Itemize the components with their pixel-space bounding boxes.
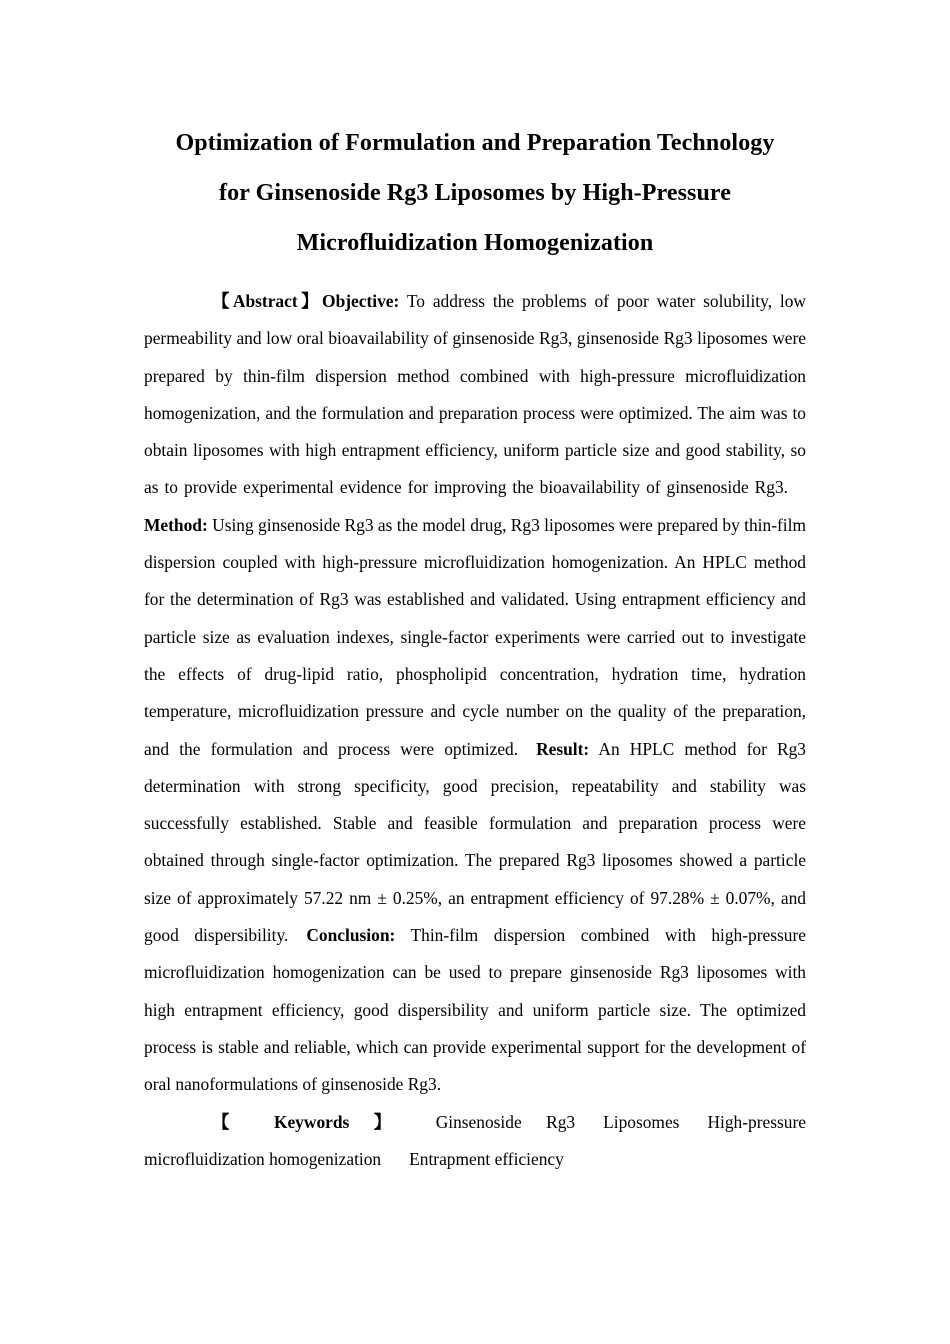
objective-text: To address the problems of poor water solubility, low permeability and low oral bioavailability of ginsenoside Rg3, ginsenoside Rg3 liposomes were prepared by thin-film dispersion method combined with high-pressure microfluidization homogenization, and the formulation and preparation process were optimized. The aim was to obtain liposomes with high entrapment efficiency, uniform particle size and good stability, so as to provide experimental evidence for improving the bioavailability of ginsenoside Rg3. bbox=[144, 291, 806, 498]
abstract-paragraph bbox=[144, 283, 806, 1104]
abstract-label: 【Abstract】 bbox=[212, 291, 323, 311]
conclusion-text: Thin-film dispersion combined with high-pressure microfluidization homogenization can be used to prepare ginsenoside Rg3 liposomes with high entrapment efficiency, good dispersibility and uniform particle size. The optimized process is stable and reliable, which can provide experimental support for the development of oral nanoformulations of ginsenoside Rg3. bbox=[144, 925, 806, 1095]
conclusion-label: Conclusion: bbox=[306, 925, 396, 946]
title-line-2: for Ginsenoside Rg3 Liposomes by High-Pressure bbox=[219, 180, 731, 206]
objective-label: Objective: bbox=[322, 291, 400, 311]
title-line-1: Optimization of Formulation and Preparation Technology bbox=[175, 130, 775, 156]
method-text: Using ginsenoside Rg3 as the model drug, Rg3 liposomes were prepared by thin-film dispersion coupled with high-pressure microfluidization homogenization. An HPLC method for the determination of Rg3 was established and validated. Using entrapment efficiency and particle size as evaluation indexes, single-factor experiments were carried out to investigate the effects of drug-lipid ratio, phospholipid concentration, hydration time, hydration temperature, microfluidization pressure and cycle number on the quality of the preparation, and the formulation and process were optimized. bbox=[144, 514, 806, 759]
keyword-item: Ginsenoside Rg3 bbox=[435, 1111, 576, 1132]
paper-title bbox=[144, 118, 806, 268]
keywords-label: 【 Keywords 】 bbox=[212, 1111, 412, 1132]
result-label: Result: bbox=[536, 738, 590, 759]
keyword-item: Entrapment efficiency bbox=[409, 1148, 564, 1169]
method-label: Method: bbox=[144, 514, 208, 535]
title-line-3: Microfluidization Homogenization bbox=[296, 230, 654, 256]
keyword-item: Liposomes bbox=[603, 1111, 680, 1132]
keywords-paragraph bbox=[144, 1104, 806, 1179]
keyword-item: High-pressure microfluidization homogenization bbox=[144, 1111, 806, 1169]
paper-page bbox=[144, 118, 806, 1178]
result-text: An HPLC method for Rg3 determination with strong specificity, good precision, repeatability and stability was successfully established. Stable and feasible formulation and preparation process were obtained through single-factor optimization. The prepared Rg3 liposomes showed a particle size of approximately 57.22 nm ± 0.25%, an entrapment efficiency of 97.28% ± 0.07%, and good dispersibility. bbox=[144, 738, 806, 946]
